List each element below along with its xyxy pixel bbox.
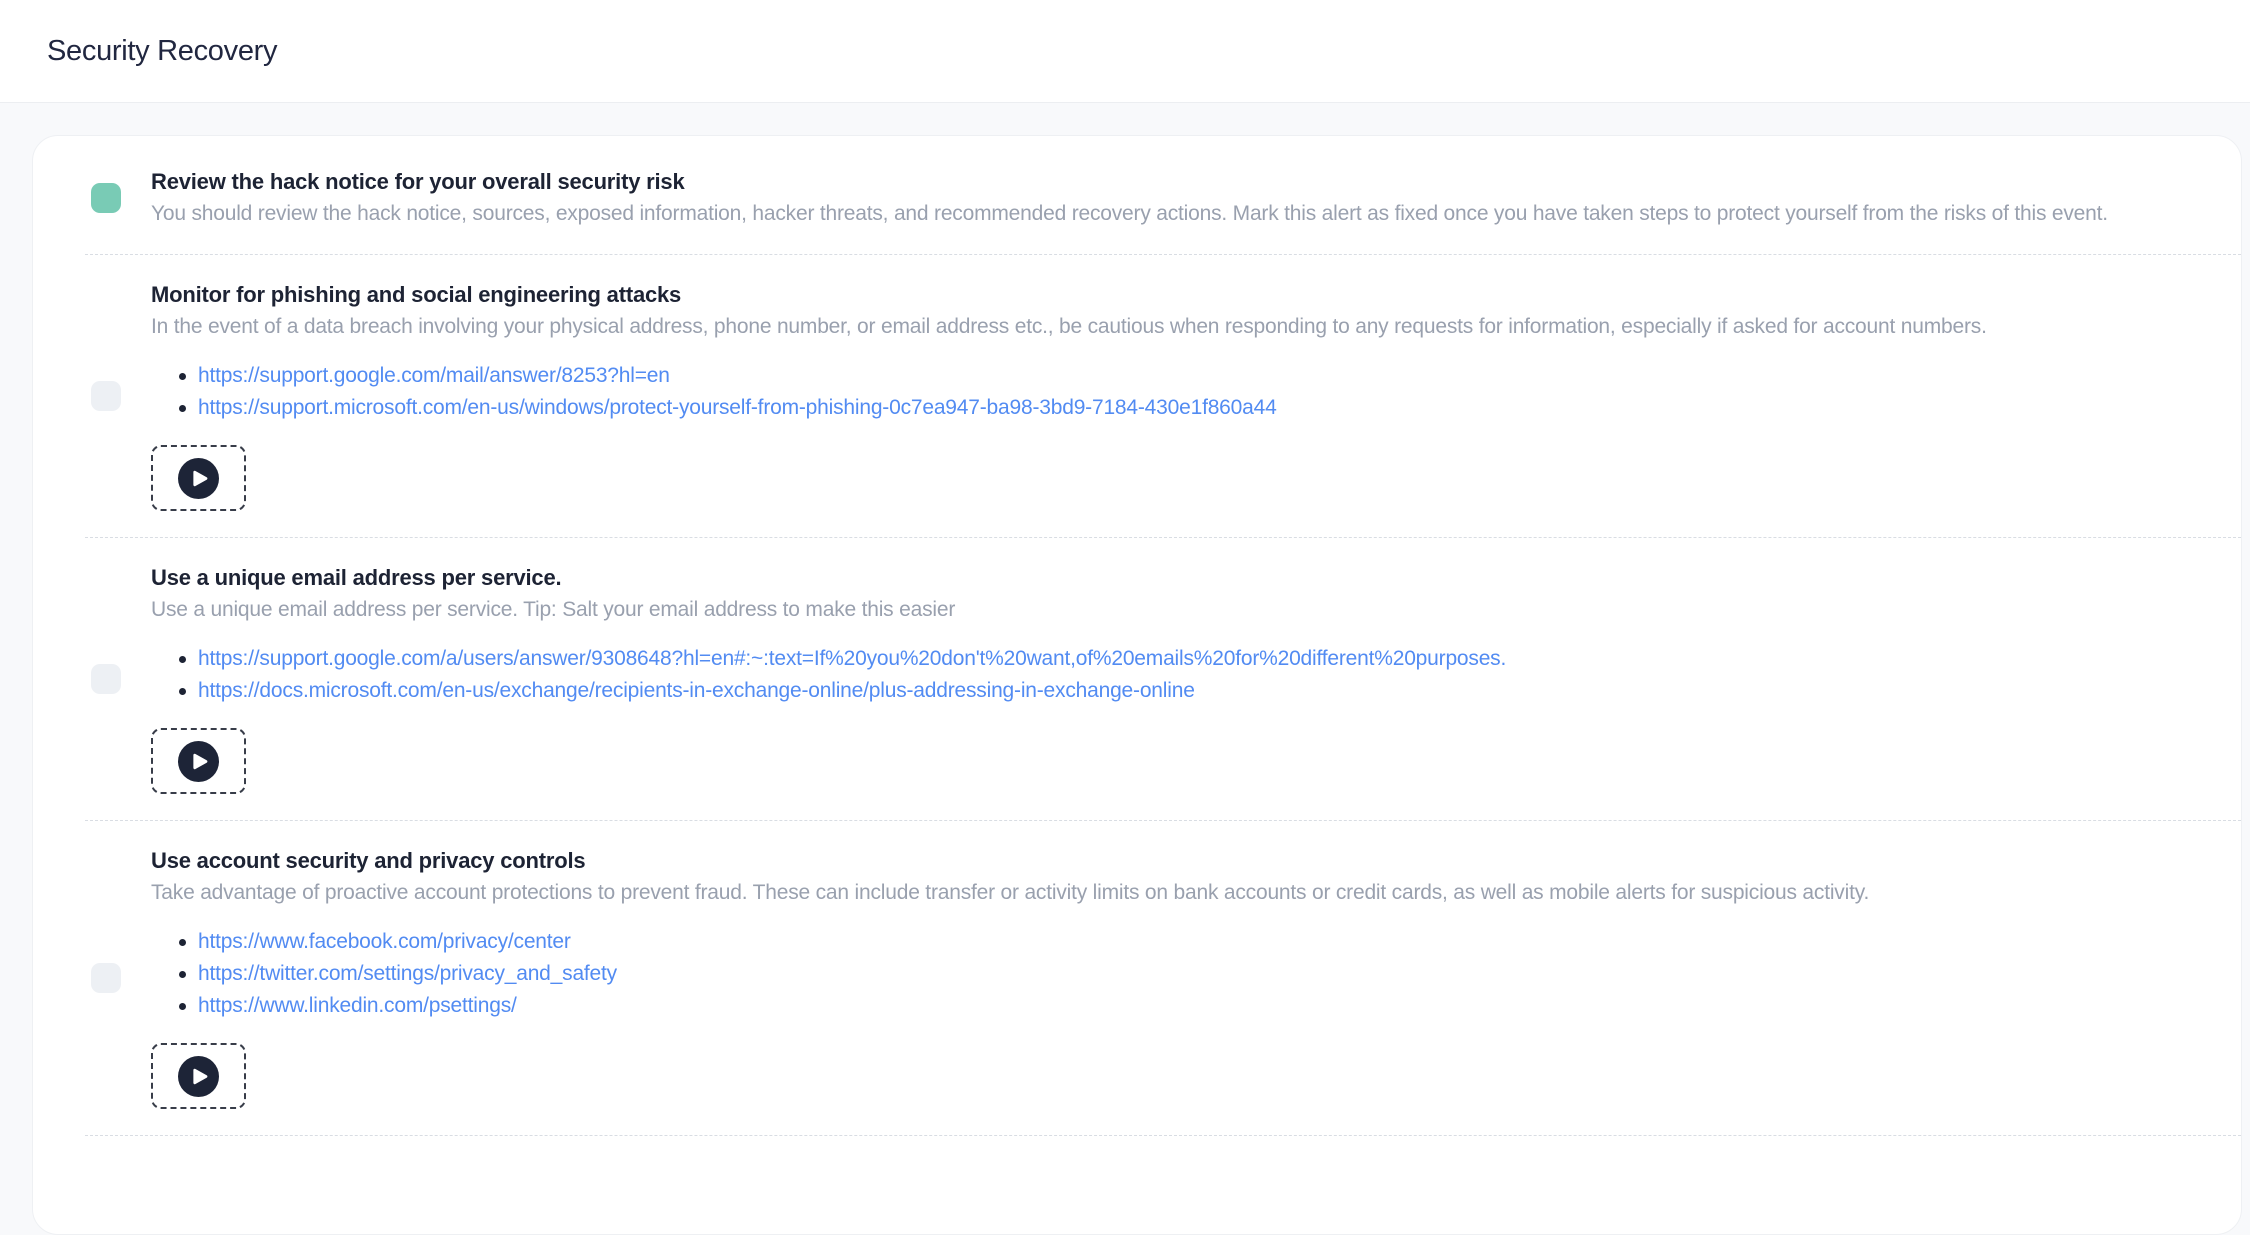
checklist-item bbox=[85, 255, 2241, 538]
item-checkbox[interactable] bbox=[91, 963, 121, 993]
checklist-card bbox=[32, 135, 2242, 1235]
item-links bbox=[151, 361, 2211, 425]
resource-link[interactable]: https://www.linkedin.com/psettings/ bbox=[198, 994, 517, 1017]
item-links bbox=[151, 644, 2211, 708]
item-description: In the event of a data breach involving your physical address, phone number, or email address etc., be cautious when responding to any requests for information, especially if asked for account numbers. bbox=[151, 315, 1987, 338]
item-content bbox=[151, 281, 2241, 511]
resource-link-item bbox=[179, 361, 2211, 393]
item-content bbox=[151, 847, 2241, 1109]
checklist-item bbox=[85, 821, 2241, 1136]
resource-link[interactable]: https://docs.microsoft.com/en-us/exchange/recipients-in-exchange-online/plus-addressing-in-exchange-online bbox=[198, 679, 1195, 702]
item-title: Monitor for phishing and social engineering attacks bbox=[151, 282, 682, 307]
checklist bbox=[33, 142, 2241, 1136]
item-content bbox=[151, 564, 2241, 794]
resource-link[interactable]: https://support.google.com/a/users/answer/9308648?hl=en#:~:text=If%20you%20don't%20want,of%20emails%20for%20different%20purposes. bbox=[198, 647, 1507, 670]
resource-link-item bbox=[179, 393, 2211, 425]
item-description: You should review the hack notice, sources, exposed information, hacker threats, and recommended recovery actions. Mark this alert as fixed once you have taken steps to protect yourself from the risks of this event. bbox=[151, 202, 2108, 225]
item-checkbox[interactable] bbox=[91, 183, 121, 213]
page-title: Security Recovery bbox=[47, 34, 278, 67]
resource-link-item bbox=[179, 959, 2211, 991]
item-checkbox[interactable] bbox=[91, 381, 121, 411]
item-title: Review the hack notice for your overall security risk bbox=[151, 169, 685, 194]
item-links bbox=[151, 927, 2211, 1023]
item-title: Use a unique email address per service. bbox=[151, 565, 562, 590]
checklist-item bbox=[85, 142, 2241, 255]
resource-link[interactable]: https://support.microsoft.com/en-us/windows/protect-yourself-from-phishing-0c7ea947-ba98-3bd9-7184-430e1f860a44 bbox=[198, 396, 1277, 419]
play-icon bbox=[178, 458, 219, 499]
video-play-button[interactable] bbox=[151, 445, 246, 511]
play-icon bbox=[178, 1056, 219, 1097]
resource-link-item bbox=[179, 927, 2211, 959]
item-content bbox=[151, 168, 2241, 228]
resource-link-item bbox=[179, 676, 2211, 708]
resource-link-item bbox=[179, 644, 2211, 676]
video-play-button[interactable] bbox=[151, 728, 246, 794]
play-icon bbox=[178, 741, 219, 782]
item-title: Use account security and privacy controls bbox=[151, 848, 586, 873]
resource-link[interactable]: https://www.facebook.com/privacy/center bbox=[198, 930, 571, 953]
resource-link[interactable]: https://twitter.com/settings/privacy_and_safety bbox=[198, 962, 617, 985]
page-header bbox=[0, 0, 2250, 103]
resource-link-item bbox=[179, 991, 2211, 1023]
resource-link[interactable]: https://support.google.com/mail/answer/8253?hl=en bbox=[198, 364, 670, 387]
item-description: Take advantage of proactive account protections to prevent fraud. These can include transfer or activity limits on bank accounts or credit cards, as well as mobile alerts for suspicious activity. bbox=[151, 881, 1870, 904]
video-play-button[interactable] bbox=[151, 1043, 246, 1109]
checklist-item bbox=[85, 538, 2241, 821]
item-checkbox[interactable] bbox=[91, 664, 121, 694]
content-area bbox=[0, 103, 2250, 1235]
item-description: Use a unique email address per service. Tip: Salt your email address to make this easier bbox=[151, 598, 956, 621]
